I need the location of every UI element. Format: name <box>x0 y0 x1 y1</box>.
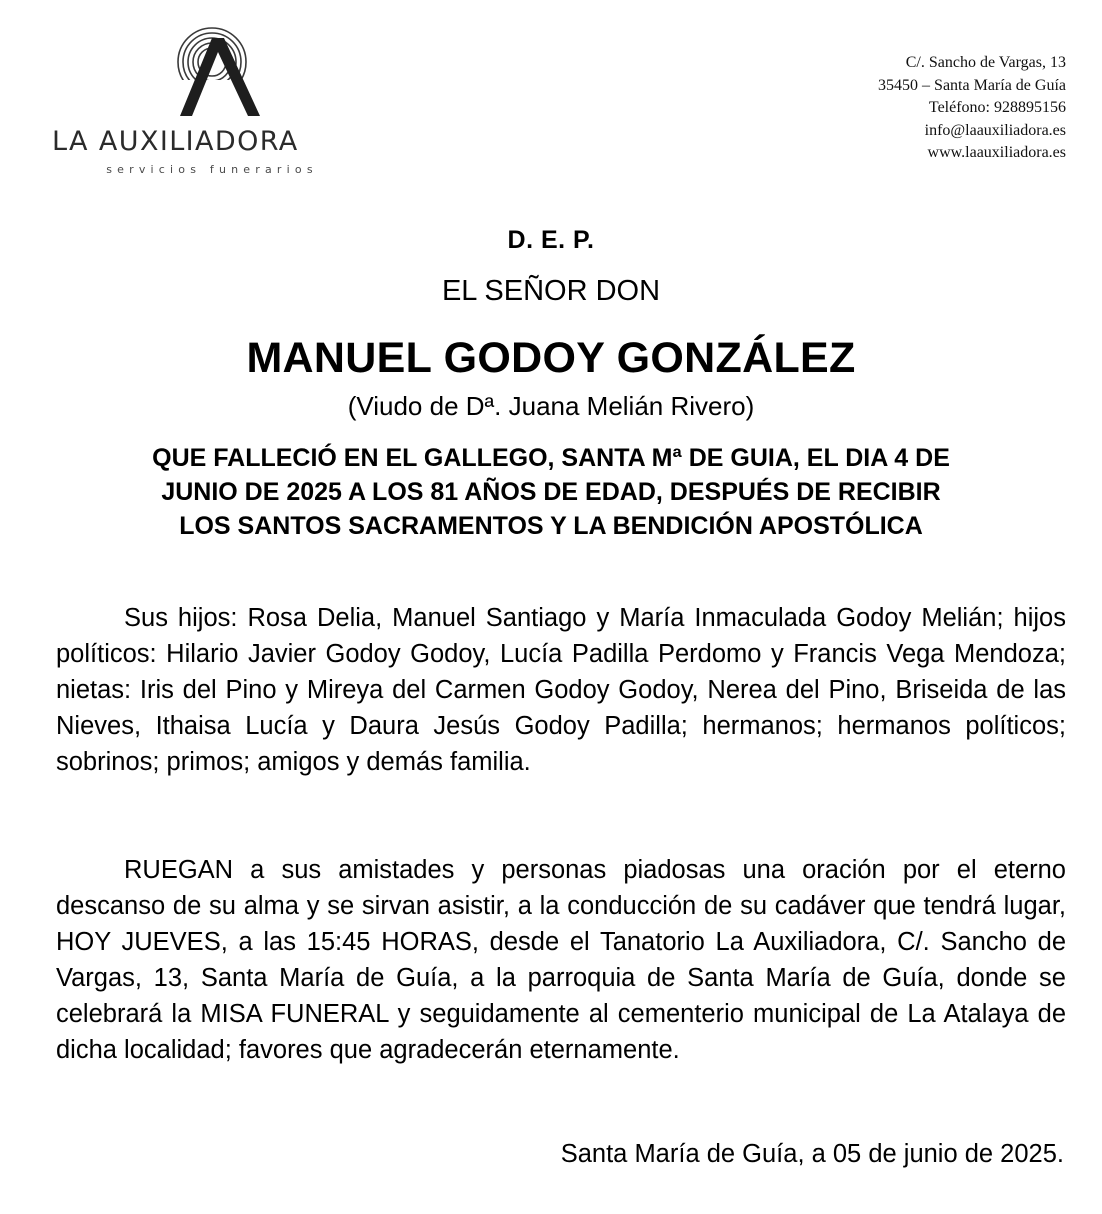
contact-postal: 35450 – Santa María de Guía <box>878 76 1066 94</box>
contact-address: C/. Sancho de Vargas, 13 <box>905 54 1066 71</box>
widower-note: (Viudo de Dª. Juana Melián Rivero) <box>347 391 755 421</box>
company-tagline: servicios funerarios <box>106 163 318 176</box>
contact-phone: Teléfono: 928895156 <box>928 99 1066 116</box>
death-notice-line: JUNIO DE 2025 A LOS 81 AÑOS DE EDAD, DESPUÉS DE RECIBIR <box>161 478 941 506</box>
contact-block <box>878 52 1066 165</box>
company-name: LA AUXILIADORA <box>52 126 299 157</box>
honorific-heading: EL SEÑOR DON <box>441 275 661 307</box>
arch-emblem-icon <box>162 22 262 118</box>
request-paragraph: RUEGAN a sus amistades y personas piadosas una oración por el eterno descanso de su alma y se sirvan asistir, a la conducción de su cadáver que tendrá lugar, HOY JUEVES, a las 15:45 HORAS, desde el Tanatorio La Auxiliadora, C/. Sancho de Vargas, 13, Santa María de Guía, a la parroquia de Santa María de Guía, donde se celebrará la MISA FUNERAL y seguidamente al cementerio municipal de La Atalaya de dicha localidad; favores que agradecerán eternamente. <box>56 856 1066 1064</box>
contact-email: info@laauxiliadora.es <box>924 121 1066 139</box>
date-line: Santa María de Guía, a 05 de junio de 2025. <box>560 1140 1064 1168</box>
death-notice-line: LOS SANTOS SACRAMENTOS Y LA BENDICIÓN APOSTÓLICA <box>179 512 923 540</box>
death-notice <box>60 441 1042 543</box>
contact-website: www.laauxiliadora.es <box>927 144 1066 161</box>
family-paragraph: Sus hijos: Rosa Delia, Manuel Santiago y María Inmaculada Godoy Melián; hijos políticos: Hilario Javier Godoy Godoy, Lucía Padilla Perdomo y Francis Vega Mendoza; nietas: Iris del Pino y Mireya del Carmen Godoy Godoy, Nerea del Pino, Briseida de las Nieves, Ithaisa Lucía y Daura Jesús Godoy Padilla; hermanos; hermanos políticos; sobrinos; primos; amigos y demás familia. <box>56 604 1066 776</box>
company-logo <box>52 22 372 182</box>
death-notice-line: QUE FALLECIÓ EN EL GALLEGO, SANTA Mª DE GUIA, EL DIA 4 DE <box>152 444 950 472</box>
dep-heading: D. E. P. <box>507 226 595 254</box>
deceased-name: MANUEL GODOY GONZÁLEZ <box>246 334 856 382</box>
